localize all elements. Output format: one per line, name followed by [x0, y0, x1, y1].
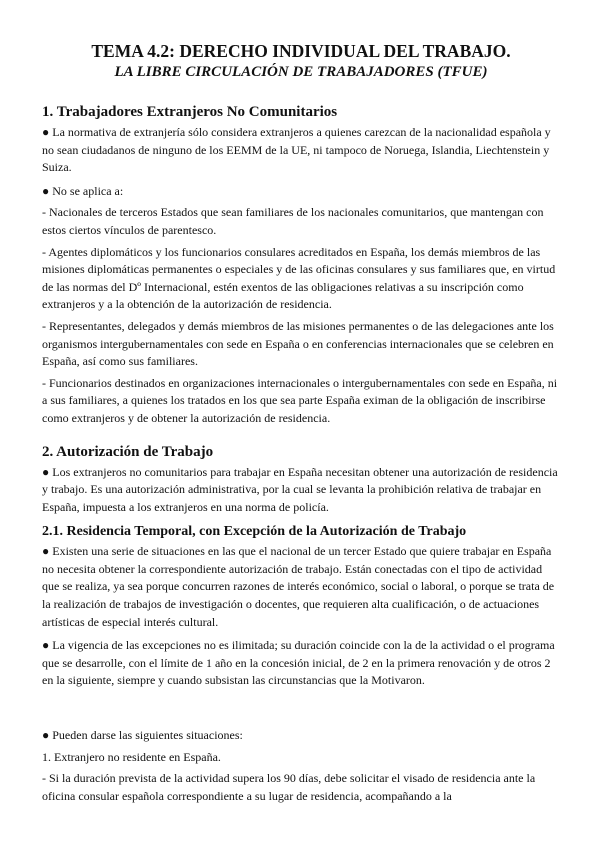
section-2-1-paragraph-2: ● La vigencia de las excepciones no es ilimitada; su duración coincide con la de la actividad o el programa que se desarrolle, con el límite de 1 año en la concesión inicial, de 2 en la primera renovación y de otros 2 en la siguiente, siempre y cuando subsistan las circunstancias que la Motivaron.: [42, 638, 555, 688]
section-2-1-paragraph-5: - Si la duración prevista de la actividad supera los 90 días, debe solicitar el visado de residencia ante la oficina consular española correspondiente a su lugar de residencia, acompañando a la: [42, 771, 536, 803]
section-2-paragraph-1: ● Los extranjeros no comunitarios para trabajar en España necesitan obtener una autorización de residencia y trabajo. Es una autorización administrativa, por la cual se levanta la prohibición relativa de trabajar en España, impuesta a los extranjeros en una norma de policía.: [42, 464, 558, 514]
section-2-heading: 2. Autorización de Trabajo: [42, 443, 214, 460]
section-1-list-item: - Funcionarios destinados en organizaciones internacionales o intergubernamentales con sede en España, ni a sus familiares, a quienes los tratados en los que sea parte España eximan de la obligación de inscribirse como extranjeros y de obtener la autorización de residencia.: [42, 375, 558, 425]
section-2-1-paragraph-1: ● Existen una serie de situaciones en las que el nacional de un tercer Estado que quiere trabajar en España no necesita obtener la correspondiente autorización de trabajo. Están conectadas con el tipo de actividad que se realiza, ya sea porque concurren razones de interés económico, social o laboral, o porque se trata de la realización de trabajos de investigación o docentes, que requieren alta cualificación, o de actuaciones artísticas de especial interés cultural.: [42, 544, 555, 629]
document-title: TEMA 4.2: DERECHO INDIVIDUAL DEL TRABAJO.: [91, 41, 511, 61]
section-1-list-item: - Agentes diplomáticos y los funcionarios consulares acreditados en España, los demás miembros de las misiones diplomáticas permanentes o especiales y de las oficinas consulares y sus familiares que, en virtud de las normas del Dº Internacional, estén exentos de las obligaciones relativas a su inscripción como extranjeros y a la obtención de la autorización de residencia.: [42, 244, 556, 312]
section-1-paragraph-1: ● La normativa de extranjería sólo considera extranjeros a quienes carezcan de la nacionalidad española y no sean ciudadanos de ninguno de los EEMM de la UE, ni tampoco de Noruega, Islandia, Liechtenstein y Suiza.: [42, 125, 551, 175]
section-2-1-paragraph-4: 1. Extranjero no residente en España.: [42, 749, 221, 764]
section-2-1-heading: 2.1. Residencia Temporal, con Excepción de la Autorización de Trabajo: [42, 524, 467, 540]
section-1-heading: 1. Trabajadores Extranjeros No Comunitarios: [42, 104, 338, 120]
section-1-list-item: - Nacionales de terceros Estados que sean familiares de los nacionales comunitarios, que mantengan con estos ciertos vínculos de parentesco.: [42, 205, 544, 237]
document-subtitle: LA LIBRE CIRCULACIÓN DE TRABAJADORES (TFUE): [114, 64, 488, 80]
section-1-paragraph-2: ● No se aplica a:: [42, 183, 124, 198]
section-1-list-item: - Representantes, delegados y demás miembros de las misiones permanentes o de las delegaciones ante los organismos intergubernamentales con sede en España o en conferencias internacionales que se celebren en España, así como sus familiares.: [42, 318, 554, 369]
blank-space: [42, 694, 560, 727]
section-2-1-paragraph-3: ● Pueden darse las siguientes situaciones:: [42, 728, 243, 743]
